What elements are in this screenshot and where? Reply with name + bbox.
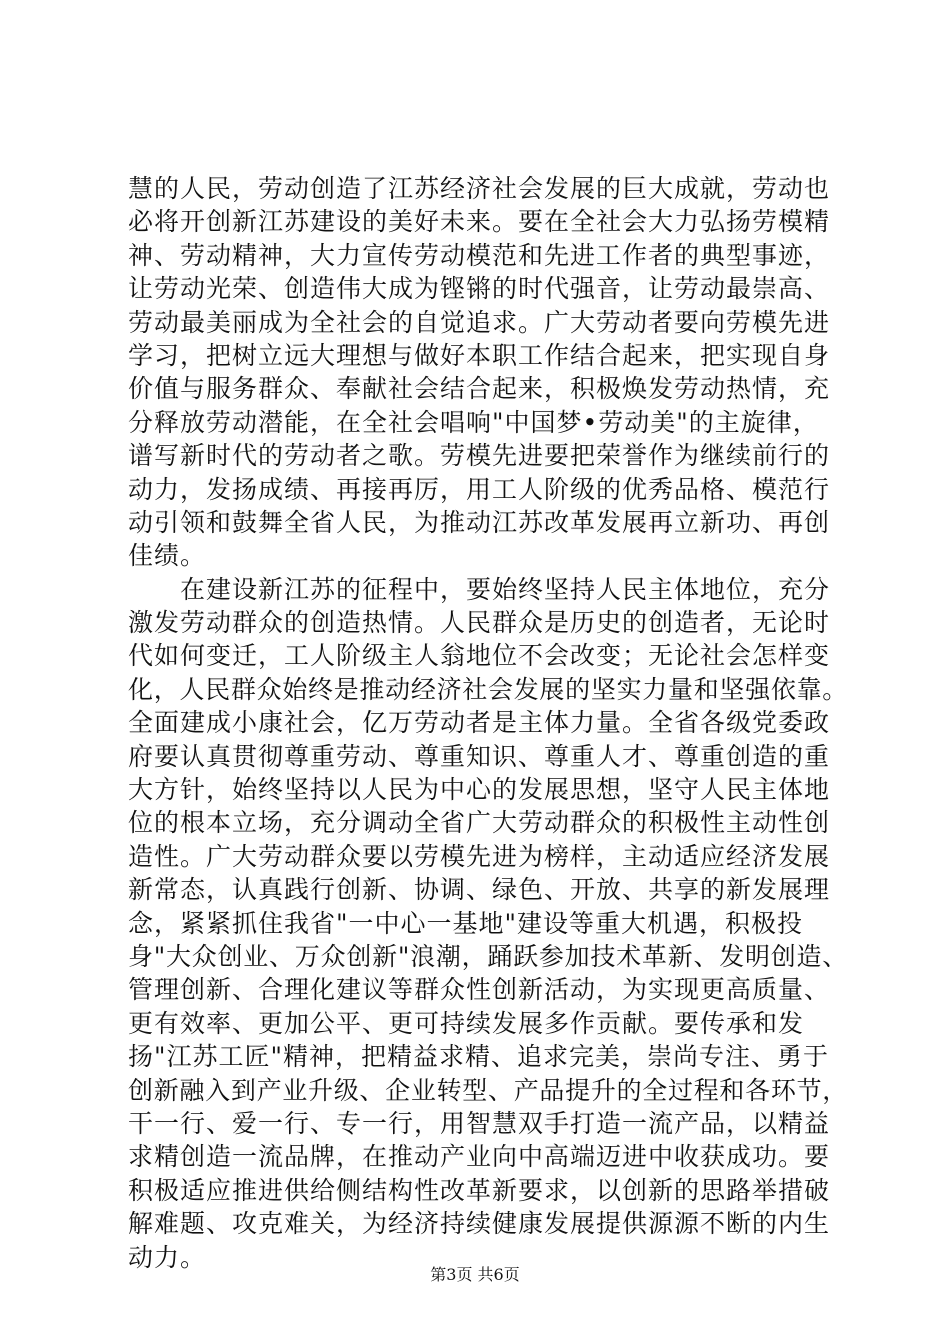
- text-line: 解难题、攻克难关，为经济持续健康发展提供源源不断的内生: [128, 1209, 831, 1239]
- text-line: 动力。: [128, 1242, 207, 1272]
- text-line: 价值与服务群众、奉献社会结合起来，积极焕发劳动热情，充: [128, 374, 831, 404]
- text-line: 位的根本立场，充分调动全省广大劳动群众的积极性主动性创: [128, 808, 831, 838]
- body-text: [128, 172, 848, 1274]
- text-line: 劳动最美丽成为全社会的自觉追求。广大劳动者要向劳模先进: [128, 307, 831, 337]
- text-line: 新常态，认真践行创新、协调、绿色、开放、共享的新发展理: [128, 875, 831, 905]
- text-line: 慧的人民，劳动创造了江苏经济社会发展的巨大成就，劳动也: [128, 174, 831, 203]
- text-line: 府要认真贯彻尊重劳动、尊重知识、尊重人才、尊重创造的重: [128, 741, 831, 771]
- text-line: 大方针，始终坚持以人民为中心的发展思想，坚守人民主体地: [128, 775, 831, 805]
- text-line: 在建设新江苏的征程中，要始终坚持人民主体地位，充分: [128, 574, 831, 604]
- text-line: 念，紧紧抓住我省"一中心一基地"建设等重大机遇，积极投: [128, 908, 804, 938]
- page-footer: 第3页 共6页: [430, 1265, 520, 1284]
- text-line: 学习，把树立远大理想与做好本职工作结合起来，把实现自身: [128, 340, 831, 370]
- text-line: 让劳动光荣、创造伟大成为铿锵的时代强音，让劳动最崇高、: [128, 274, 831, 304]
- text-line: 更有效率、更加公平、更可持续发展多作贡献。要传承和发: [128, 1008, 805, 1038]
- text-line: 必将开创新江苏建设的美好未来。要在全社会大力弘扬劳模精: [128, 207, 831, 237]
- text-line: 管理创新、合理化建议等群众性创新活动，为实现更高质量、: [128, 975, 831, 1005]
- text-line: 动力，发扬成绩、再接再厉，用工人阶级的优秀品格、模范行: [128, 474, 831, 504]
- text-line: 激发劳动群众的创造热情。人民群众是历史的创造者，无论时: [128, 608, 831, 638]
- text-line: 干一行、爱一行、专一行，用智慧双手打造一流产品，以精益: [128, 1108, 831, 1138]
- text-line: 全面建成小康社会，亿万劳动者是主体力量。全省各级党委政: [128, 708, 831, 738]
- text-line: 扬"江苏工匠"精神，把精益求精、追求完美，崇尚专注、勇于: [128, 1042, 830, 1072]
- text-line: 神、劳动精神，大力宣传劳动模范和先进工作者的典型事迹，: [128, 240, 831, 270]
- text-line: 分释放劳动潜能，在全社会唱响"中国梦•劳动美"的主旋律，: [128, 407, 819, 437]
- text-line: 造性。广大劳动群众要以劳模先进为榜样，主动适应经济发展: [128, 841, 831, 871]
- text-line: 积极适应推进供给侧结构性改革新要求，以创新的思路举措破: [128, 1175, 831, 1205]
- text-line: 创新融入到产业升级、企业转型、产品提升的全过程和各环节，: [128, 1075, 849, 1105]
- text-line: 化，人民群众始终是推动经济社会发展的坚实力量和坚强依靠。: [128, 674, 849, 704]
- text-line: 代如何变迁，工人阶级主人翁地位不会改变；无论社会怎样变: [128, 641, 831, 671]
- text-line: 求精创造一流品牌，在推动产业向中高端迈进中收获成功。要: [128, 1142, 831, 1172]
- text-line: 谱写新时代的劳动者之歌。劳模先进要把荣誉作为继续前行的: [128, 441, 831, 471]
- text-line: 动引领和鼓舞全省人民，为推动江苏改革发展再立新功、再创: [128, 507, 831, 537]
- text-line: 佳绩。: [128, 541, 207, 571]
- text-line: 身"大众创业、万众创新"浪潮，踊跃参加技术革新、发明创造、: [128, 941, 849, 971]
